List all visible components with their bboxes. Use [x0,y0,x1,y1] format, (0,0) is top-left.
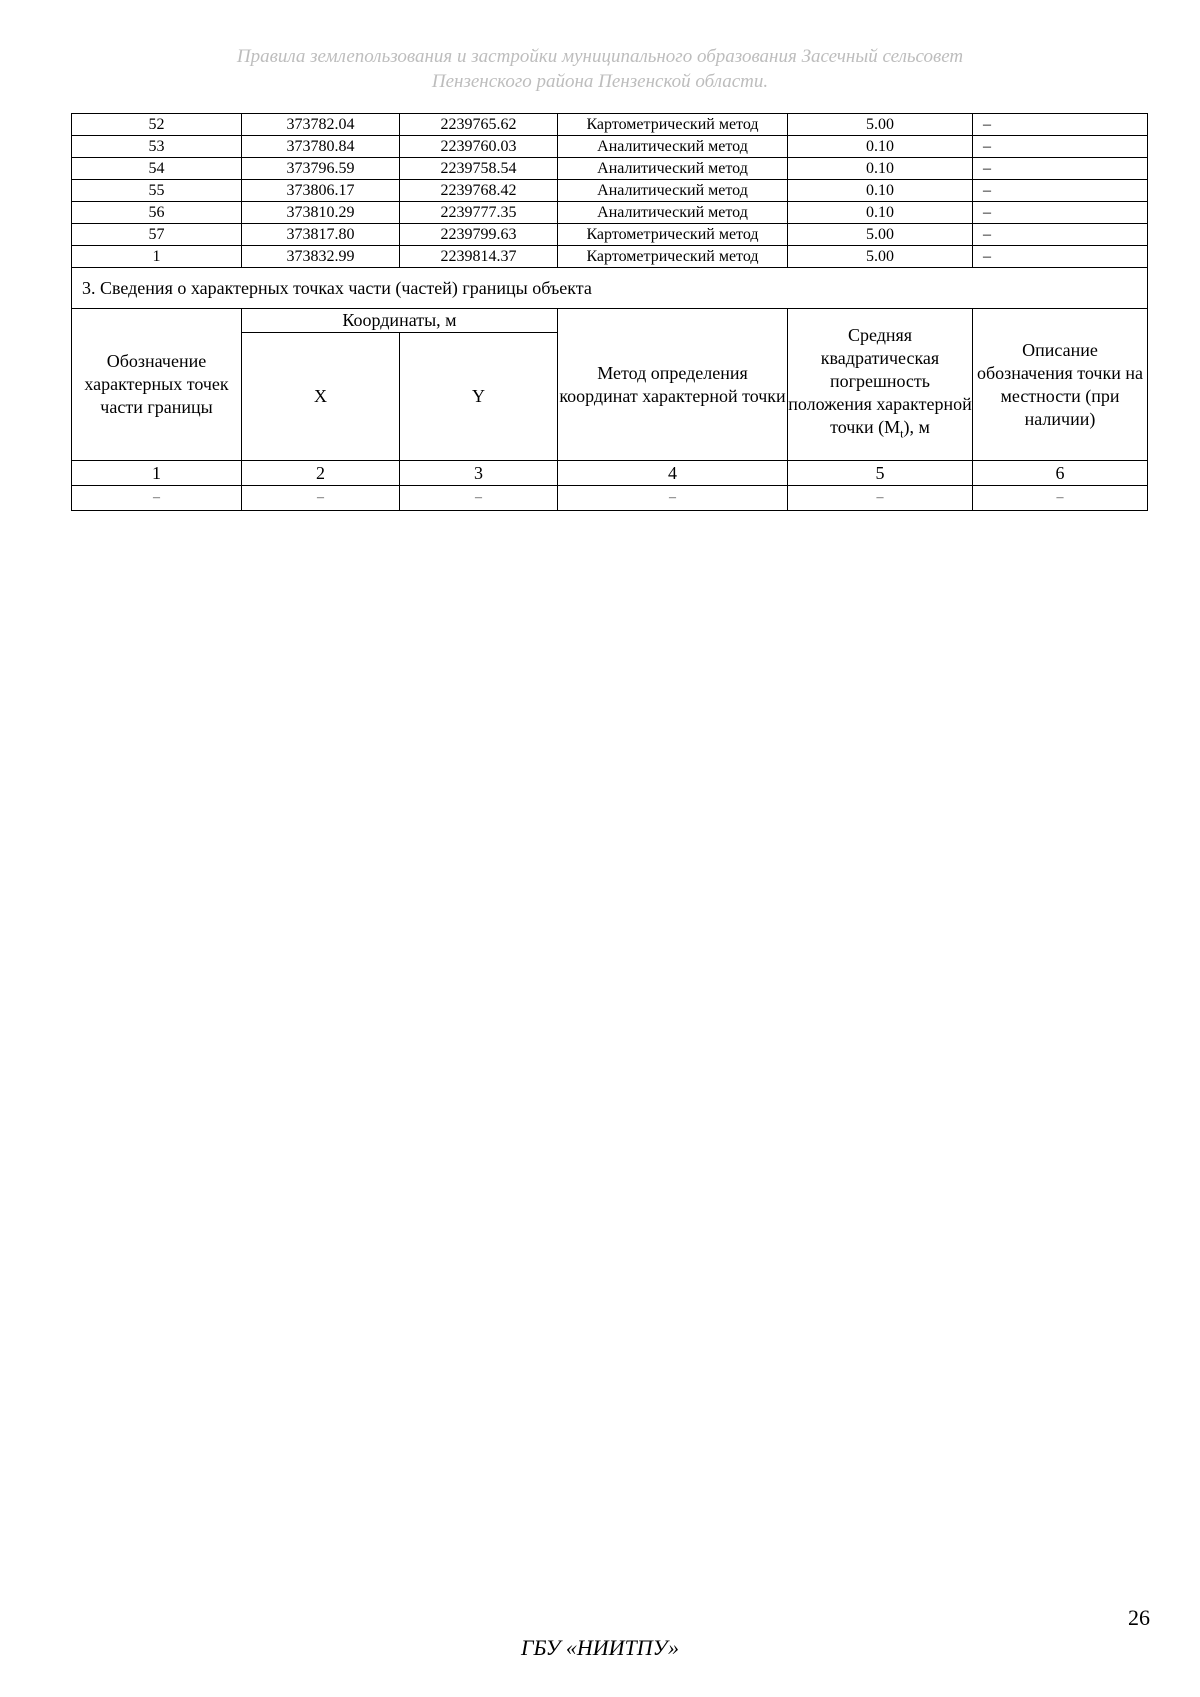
method-cell: Картометрический метод [558,224,788,246]
desc-cell: – [973,114,1148,136]
page-number: 26 [1128,1605,1150,1630]
x-cell: 373810.29 [242,202,400,224]
section-title: 3. Сведения о характерных точках части (частей) границы объекта [72,268,1148,309]
point-cell: 57 [72,224,242,246]
desc-cell: – [973,136,1148,158]
error-cell: 5.00 [788,114,973,136]
y-cell: 2239758.54 [400,158,558,180]
column-number: 5 [788,461,973,486]
table-row [72,114,1148,136]
empty-data-row [72,486,1148,511]
error-cell: 0.10 [788,180,973,202]
method-cell: Аналитический метод [558,202,788,224]
desc-cell: – [973,246,1148,268]
table-row [72,246,1148,268]
error-cell: 5.00 [788,224,973,246]
y-cell: 2239777.35 [400,202,558,224]
header-description: Описание обозначения точки на местности (при наличии) [973,309,1148,461]
header-point: Обозначение характерных точек части границы [72,309,242,461]
footer-organization: ГБУ «НИИТПУ» [520,1635,680,1660]
header-y: Y [400,333,558,461]
method-cell: Картометрический метод [558,114,788,136]
error-cell: 5.00 [788,246,973,268]
point-cell: 56 [72,202,242,224]
column-number: 4 [558,461,788,486]
header-row [72,309,1148,333]
y-cell: 2239765.62 [400,114,558,136]
error-cell: 0.10 [788,202,973,224]
empty-cell: – [788,486,973,511]
header-error-sub: t [900,426,904,441]
error-cell: 0.10 [788,136,973,158]
header-method: Метод определения координат характерной точки [558,309,788,461]
table-row [72,158,1148,180]
y-cell: 2239814.37 [400,246,558,268]
point-cell: 54 [72,158,242,180]
x-cell: 373832.99 [242,246,400,268]
x-cell: 373796.59 [242,158,400,180]
empty-cell: – [72,486,242,511]
table-row [72,180,1148,202]
section-title-row [72,268,1148,309]
column-number: 1 [72,461,242,486]
x-cell: 373806.17 [242,180,400,202]
method-cell: Аналитический метод [558,136,788,158]
coordinates-table [71,113,1148,511]
x-cell: 373782.04 [242,114,400,136]
y-cell: 2239799.63 [400,224,558,246]
header-error-text: Средняя квадратическая погрешность положения характерной точки (M [788,324,972,437]
column-number: 6 [973,461,1148,486]
method-cell: Картометрический метод [558,246,788,268]
column-number: 2 [242,461,400,486]
empty-cell: – [973,486,1148,511]
table-row [72,202,1148,224]
empty-cell: – [558,486,788,511]
method-cell: Аналитический метод [558,158,788,180]
desc-cell: – [973,158,1148,180]
column-number: 3 [400,461,558,486]
empty-cell: – [242,486,400,511]
point-cell: 53 [72,136,242,158]
running-header [120,44,1080,94]
desc-cell: – [973,202,1148,224]
method-cell: Аналитический метод [558,180,788,202]
column-number-row [72,461,1148,486]
running-header-line1: Правила землепользования и застройки муниципального образования Засечный сельсовет [236,46,964,67]
header-error [788,309,973,461]
header-coordinates: Координаты, м [242,309,558,333]
error-cell: 0.10 [788,158,973,180]
empty-cell: – [400,486,558,511]
y-cell: 2239768.42 [400,180,558,202]
header-error-unit: ), м [903,416,930,437]
point-cell: 1 [72,246,242,268]
table-row [72,136,1148,158]
x-cell: 373780.84 [242,136,400,158]
point-cell: 55 [72,180,242,202]
header-x: X [242,333,400,461]
table-row [72,224,1148,246]
desc-cell: – [973,224,1148,246]
point-cell: 52 [72,114,242,136]
running-header-line2: Пензенского района Пензенской области. [431,71,769,92]
y-cell: 2239760.03 [400,136,558,158]
x-cell: 373817.80 [242,224,400,246]
desc-cell: – [973,180,1148,202]
